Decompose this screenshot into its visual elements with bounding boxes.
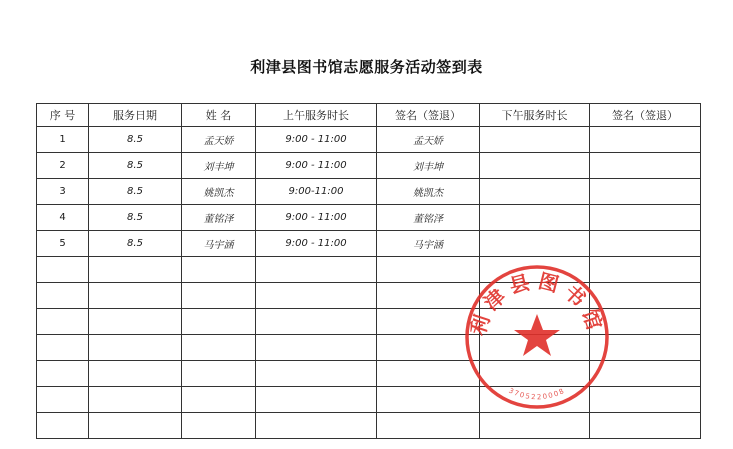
seal-text: 利津县图书馆 [465,268,609,339]
col-header-pm-duration: 下午服务时长 [480,104,590,127]
cell-seq [37,361,89,387]
table-row [37,413,701,439]
cell-sign-am [377,413,480,439]
cell-date: 8.5 [89,231,182,257]
cell-name [182,309,256,335]
cell-am-duration [256,361,377,387]
cell-sign-am: 孟天娇 [377,127,480,153]
cell-am-duration [256,309,377,335]
svg-text:3705220008 [507,387,566,402]
col-header-sign-pm: 签名（签退） [590,104,701,127]
col-header-sign-am: 签名（签退） [377,104,480,127]
col-header-am-duration: 上午服务时长 [256,104,377,127]
cell-name [182,413,256,439]
cell-pm-duration [480,413,590,439]
cell-am-duration [256,413,377,439]
col-header-date: 服务日期 [89,104,182,127]
cell-sign-pm [590,413,701,439]
cell-name: 刘丰坤 [182,153,256,179]
table-row [37,153,701,179]
cell-seq: 2 [37,153,89,179]
table-row [37,179,701,205]
cell-am-duration [256,257,377,283]
table-row [37,127,701,153]
cell-am-duration: 9:00 - 11:00 [256,127,377,153]
cell-sign-pm [590,153,701,179]
cell-date [89,361,182,387]
cell-am-duration [256,387,377,413]
col-header-seq: 序 号 [37,104,89,127]
cell-name: 姚凯杰 [182,179,256,205]
cell-pm-duration [480,205,590,231]
cell-pm-duration [480,231,590,257]
col-header-name: 姓 名 [182,104,256,127]
cell-date [89,387,182,413]
cell-seq: 3 [37,179,89,205]
cell-sign-am: 马宇涵 [377,231,480,257]
cell-name [182,335,256,361]
cell-sign-pm [590,127,701,153]
cell-seq [37,335,89,361]
cell-name: 马宇涵 [182,231,256,257]
cell-name [182,387,256,413]
header-row [37,104,701,127]
cell-date [89,335,182,361]
cell-pm-duration [480,179,590,205]
cell-pm-duration [480,127,590,153]
cell-date: 8.5 [89,153,182,179]
cell-sign-am: 姚凯杰 [377,179,480,205]
cell-seq: 4 [37,205,89,231]
cell-seq [37,283,89,309]
cell-name [182,283,256,309]
cell-sign-pm [590,231,701,257]
seal-number: 3705220008 [507,386,567,402]
cell-date: 8.5 [89,205,182,231]
table-row [37,205,701,231]
table-row [37,231,701,257]
cell-sign-pm [590,179,701,205]
cell-name: 孟天娇 [182,127,256,153]
cell-date [89,283,182,309]
cell-sign-pm [590,205,701,231]
cell-seq [37,387,89,413]
cell-sign-am: 董铭泽 [377,205,480,231]
official-seal [462,262,612,412]
cell-seq: 1 [37,127,89,153]
cell-am-duration [256,335,377,361]
cell-pm-duration [480,153,590,179]
cell-am-duration: 9:00 - 11:00 [256,205,377,231]
cell-seq [37,309,89,335]
cell-date [89,309,182,335]
cell-date: 8.5 [89,179,182,205]
cell-name [182,361,256,387]
cell-am-duration: 9:00 - 11:00 [256,231,377,257]
cell-am-duration: 9:00-11:00 [256,179,377,205]
cell-name [182,257,256,283]
cell-am-duration: 9:00 - 11:00 [256,153,377,179]
cell-date: 8.5 [89,127,182,153]
star-icon [514,314,560,356]
cell-date [89,257,182,283]
cell-date [89,413,182,439]
cell-seq [37,413,89,439]
cell-seq [37,257,89,283]
cell-name: 董铭泽 [182,205,256,231]
cell-sign-am: 刘丰坤 [377,153,480,179]
cell-am-duration [256,283,377,309]
page-title: 利津县图书馆志愿服务活动签到表 [250,58,483,76]
cell-seq: 5 [37,231,89,257]
